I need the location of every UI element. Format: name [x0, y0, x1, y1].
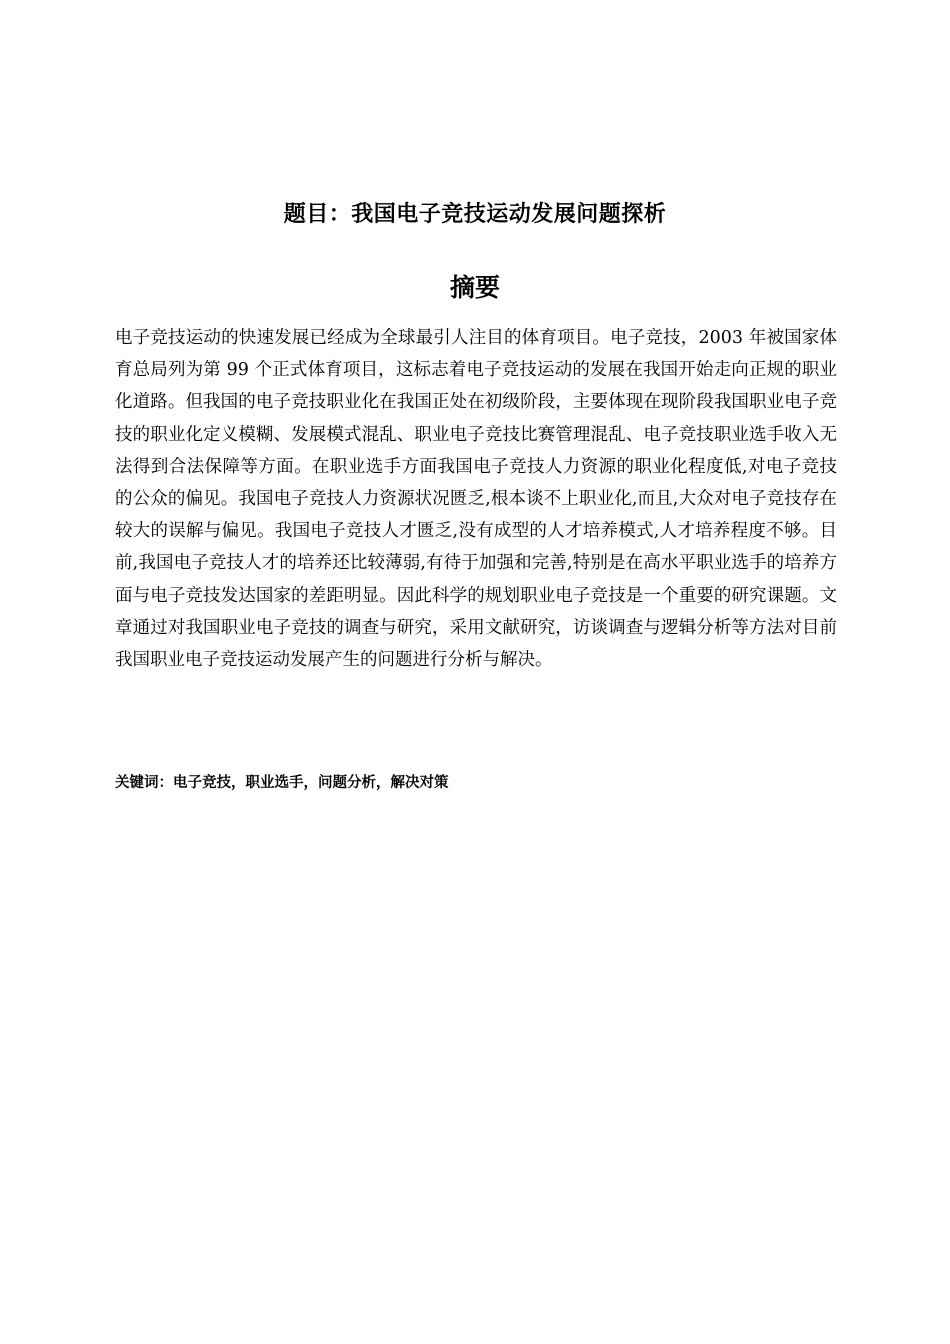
keywords-line: 关键词：电子竞技，职业选手，问题分析，解决对策	[115, 775, 449, 791]
abstract-heading: 摘要	[449, 273, 500, 302]
abstract-paragraph: 电子竞技运动的快速发展已经成为全球最引人注目的体育项目。电子竞技，2003 年被国家体育总局列为第 99 个正式体育项目，这标志着电子竞技运动的发展在我国开始走向正规的职业化道路。但我国的电子竞技职业化在我国正处在初级阶段，主要体现在现阶段我国职业电子竞技的职业化定义模糊、发展模式混乱、职业电子竞技比赛管理混乱、电子竞技职业选手收入无法得到合法保障等方面。在职业选手方面我国电子竞技人力资源的职业化程度低,对电子竞技的公众的偏见。我国电子竞技人力资源状况匮乏,根本谈不上职业化,而且,大众对电子竞技存在较大的误解与偏见。我国电子竞技人才匮乏,没有成型的人才培养模式,人才培养程度不够。目前,我国电子竞技人才的培养还比较薄弱,有待于加强和完善,特别是在高水平职业选手的培养方面与电子竞技发达国家的差距明显。因此科学的规划职业电子竞技是一个重要的研究课题。文章通过对我国职业电子竞技的调查与研究，采用文献研究，访谈调查与逻辑分析等方法对目前我国职业电子竞技运动发展产生的问题进行分析与解决。	[115, 328, 837, 671]
document-title: 题目：我国电子竞技运动发展问题探析	[283, 202, 667, 227]
